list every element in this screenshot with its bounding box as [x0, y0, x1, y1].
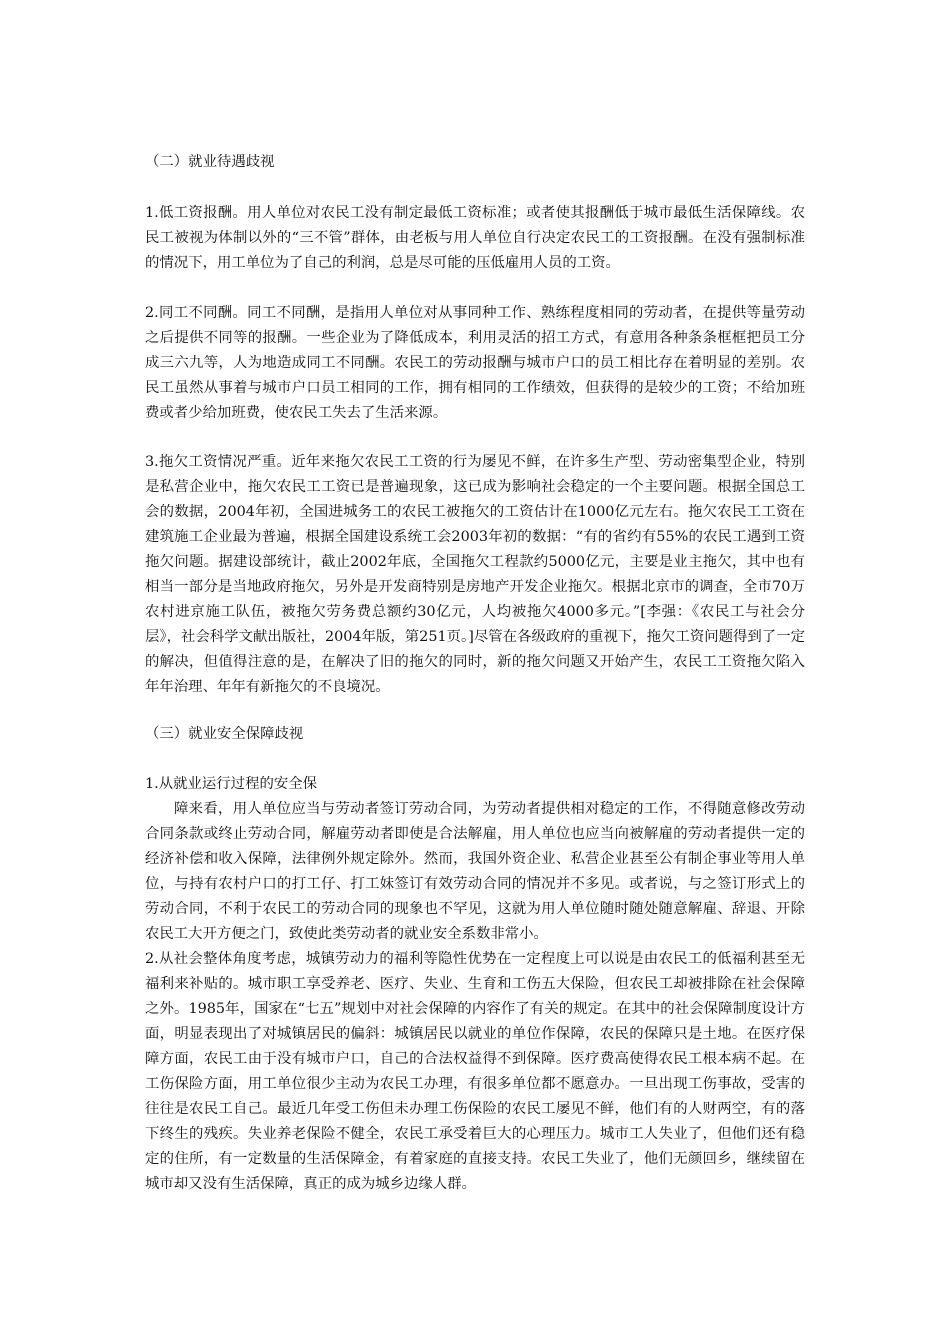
- paragraph-text: 2.同工不同酬。同工不同酬，是指用人单位对从事同种工作、熟练程度相同的劳动者，在提供等量劳动之后提供不同等的报酬。一些企业为了降低成本，利用灵活的招工方式，有意用各种条条框框把员工分成三六九等，人为地造成同工不同酬。农民工的劳动报酬与城市户口的员工相比存在着明显的差别。农民工虽然从事着与城市户口员工相同的工作，拥有相同的工作绩效，但获得的是较少的工资；不给加班费或者少给加班费，使农民工失去了生活来源。: [145, 305, 805, 421]
- paragraph-title: 1.从就业运行过程的安全保: [145, 776, 318, 792]
- section-heading-3: （三）就业安全保障歧视: [145, 726, 304, 742]
- paragraph-text: 1.低工资报酬。用人单位对农民工没有制定最低工资标准；或者使其报酬低于城市最低生活保障线。农民工被视为体制以外的“三不管”群体，由老板与用人单位自行决定农民工的工资报酬。在没有强制标准的情况下，用工单位为了自己的利润，总是尽可能的压低雇用人员的工资。: [145, 205, 805, 271]
- paragraph-unequal-pay: [145, 301, 805, 426]
- paragraph-text: 障来看，用人单位应当与劳动者签订劳动合同，为劳动者提供相对稳定的工作，不得随意修改劳动合同条款或终止劳动合同，解雇劳动者即使是合法解雇，用人单位也应当向被解雇的劳动者提供一定的经济补偿和收入保障，法律例外规定除外。然而，我国外资企业、私营企业甚至公有制企事业等用人单位，与持有农村户口的打工仔、打工妹签订有效劳动合同的情况并不多见。或者说，与之签订形式上的劳动合同，不利于农民工的劳动合同的现象也不罕见，这就为用人单位随时随处随意解雇、辞退、开除农民工大开方便之门，致使此类劳动者的就业安全系数非常小。: [145, 801, 805, 942]
- paragraph-wage-arrears: [145, 450, 805, 700]
- paragraph-employment-security: [145, 772, 805, 1197]
- paragraph-text: 3.拖欠工资情况严重。近年来拖欠农民工工资的行为屡见不鲜，在许多生产型、劳动密集型企业，特别是私营企业中，拖欠农民工工资已是普遍现象，这已成为影响社会稳定的一个主要问题。根据全国总工会的数据，2004年初，全国进城务工的农民工被拖欠的工资估计在1000亿元左右。拖欠农民工工资在建筑施工企业最为普遍，根据全国建设系统工会2003年初的数据：“有的省约有55%的农民工遇到工资拖欠问题。据建设部统计，截止2002年底，全国拖欠工程款约5000亿元，主要是业主拖欠，其中也有相当一部分是当地政府拖欠，另外是开发商特别是房地产开发企业拖欠。根据北京市的调查，全市70万农村进京施工队伍，被拖欠劳务费总额约30亿元，人均被拖欠4000多元。”[李强：《农民工与社会分层》，社会科学文献出版社，2004年版，第251页。]尽管在各级政府的重视下，拖欠工资问题得到了一定的解决，但值得注意的是，在解决了旧的拖欠的同时，新的拖欠问题又开始产生，农民工工资拖欠陷入年年治理、年年有新拖欠的不良境况。: [145, 454, 805, 695]
- section-heading-2: （二）就业待遇歧视: [145, 154, 275, 170]
- paragraph-text: 2.从社会整体角度考虑，城镇劳动力的福利等隐性优势在一定程度上可以说是由农民工的低福利甚至无福利来补贴的。城市职工享受养老、医疗、失业、生育和工伤五大保险，但农民工却被排除在社会保障之外。1985年，国家在“七五”规划中对社会保障的内容作了有关的规定。在其中的社会保障制度设计方面，明显表现出了对城镇居民的偏斜：城镇居民以就业的单位作保障，农民的保障只是土地。在医疗保障方面，农民工由于没有城市户口，自己的合法权益得不到保障。医疗费高使得农民工根本病不起。在工伤保险方面，用工单位很少主动为农民工办理，有很多单位都不愿意办。一旦出现工伤事故，受害的往往是农民工自己。最近几年受工伤但未办理工伤保险的农民工屡见不鲜，他们有的人财两空，有的落下终生的残疾。失业养老保险不健全，农民工承受着巨大的心理压力。城市工人失业了，但他们还有稳定的住所，有一定数量的生活保障金，有着家庭的直接支持。农民工失业了，他们无颜回乡，继续留在城市却又没有生活保障，真正的成为城乡边缘人群。: [145, 951, 805, 1192]
- paragraph-low-wage: [145, 201, 805, 276]
